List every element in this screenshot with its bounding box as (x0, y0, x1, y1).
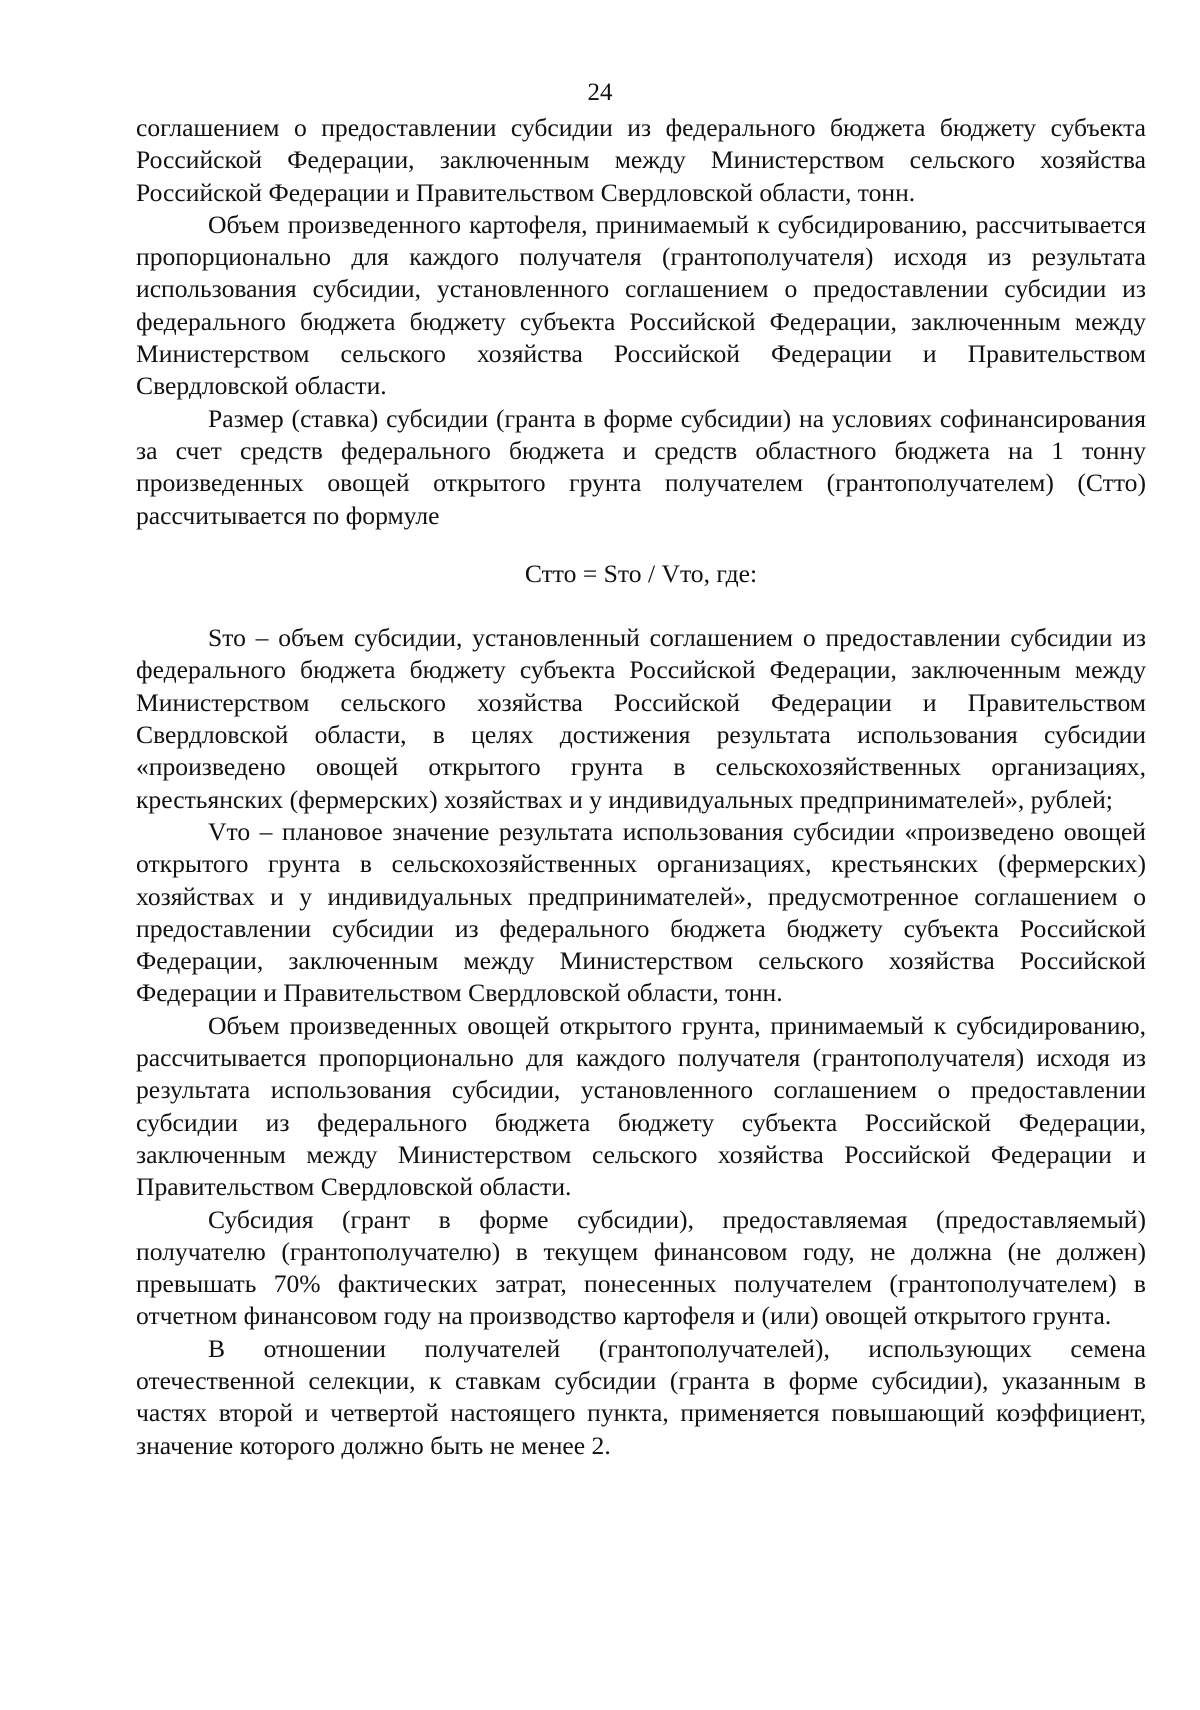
paragraph-vegetable-volume: Объем произведенных овощей открытого грунта, принимаемый к субсидированию, рассчитывается пропорционально для каждого получателя (грантополучателя) исходя из результата использования субсидии, установленного соглашением о предоставлении субсидии из федерального бюджета бюджету субъекта Российской Федерации, заключенным между Министерством сельского хозяйства Российской Федерации и Правительством Свердловской области. (136, 1010, 1146, 1202)
paragraph-coefficient: В отношении получателей (грантополучателей), использующих семена отечественной селекции, к ставкам субсидии (гранта в форме субсидии), указанным в частях второй и четвертой настоящего пункта, применяется повышающий коэффициент, значение которого должно быть не менее 2. (136, 1333, 1146, 1460)
paragraph-potato-volume: Объем произведенного картофеля, принимаемый к субсидированию, рассчитывается пропорционально для каждого получателя (грантополучателя) исходя из результата использования субсидии, установленного соглашением о предоставлении субсидии из федерального бюджета бюджету субъекта Российской Федерации, заключенным между Министерством сельского хозяйства Российской Федерации и Правительством Свердловской области. (136, 209, 1146, 401)
page-number: 24 (587, 79, 613, 106)
paragraph-subsidy-limit: Субсидия (грант в форме субсидии), предоставляемая (предоставляемый) получателю (грантополучателю) в текущем финансовом году, не должна (не должен) превышать 70% фактических затрат, понесенных получателем (грантополучателем) в отчетном финансовом году на производство картофеля и (или) овощей открытого грунта. (136, 1204, 1146, 1331)
paragraph-vto-definition: Vто – плановое значение результата использования субсидии «произведено овощей открытого грунта в сельскохозяйственных организациях, крестьянских (фермерских) хозяйствах и у индивидуальных предпринимателей», предусмотренное соглашением о предоставлении субсидии из федерального бюджета бюджету субъекта Российской Федерации, заключенным между Министерством сельского хозяйства Российской Федерации и Правительством Свердловской области, тонн. (136, 816, 1146, 1008)
paragraph-subsidy-rate: Размер (ставка) субсидии (гранта в форме субсидии) на условиях софинансирования за счет средств федерального бюджета и средств областного бюджета на 1 тонну произведенных овощей открытого грунта получателем (грантополучателем) (Стто) рассчитывается по формуле (136, 403, 1146, 530)
document-body (136, 112, 1146, 1462)
formula: Стто = Sто / Vто, где: (524, 558, 758, 588)
paragraph-continuation: соглашением о предоставлении субсидии из федерального бюджета бюджету субъекта Российской Федерации, заключенным между Министерством сельского хозяйства Российской Федерации и Правительством Свердловской области, тонн. (136, 113, 1146, 207)
paragraph-sto-definition: Sто – объем субсидии, установленный соглашением о предоставлении субсидии из федерального бюджета бюджету субъекта Российской Федерации, заключенным между Министерством сельского хозяйства Российской Федерации и Правительством Свердловской области, в целях достижения результата использования субсидии «произведено овощей открытого грунта в сельскохозяйственных организациях, крестьянских (фермерских) хозяйствах и у индивидуальных предпринимателей», рублей; (136, 623, 1146, 814)
